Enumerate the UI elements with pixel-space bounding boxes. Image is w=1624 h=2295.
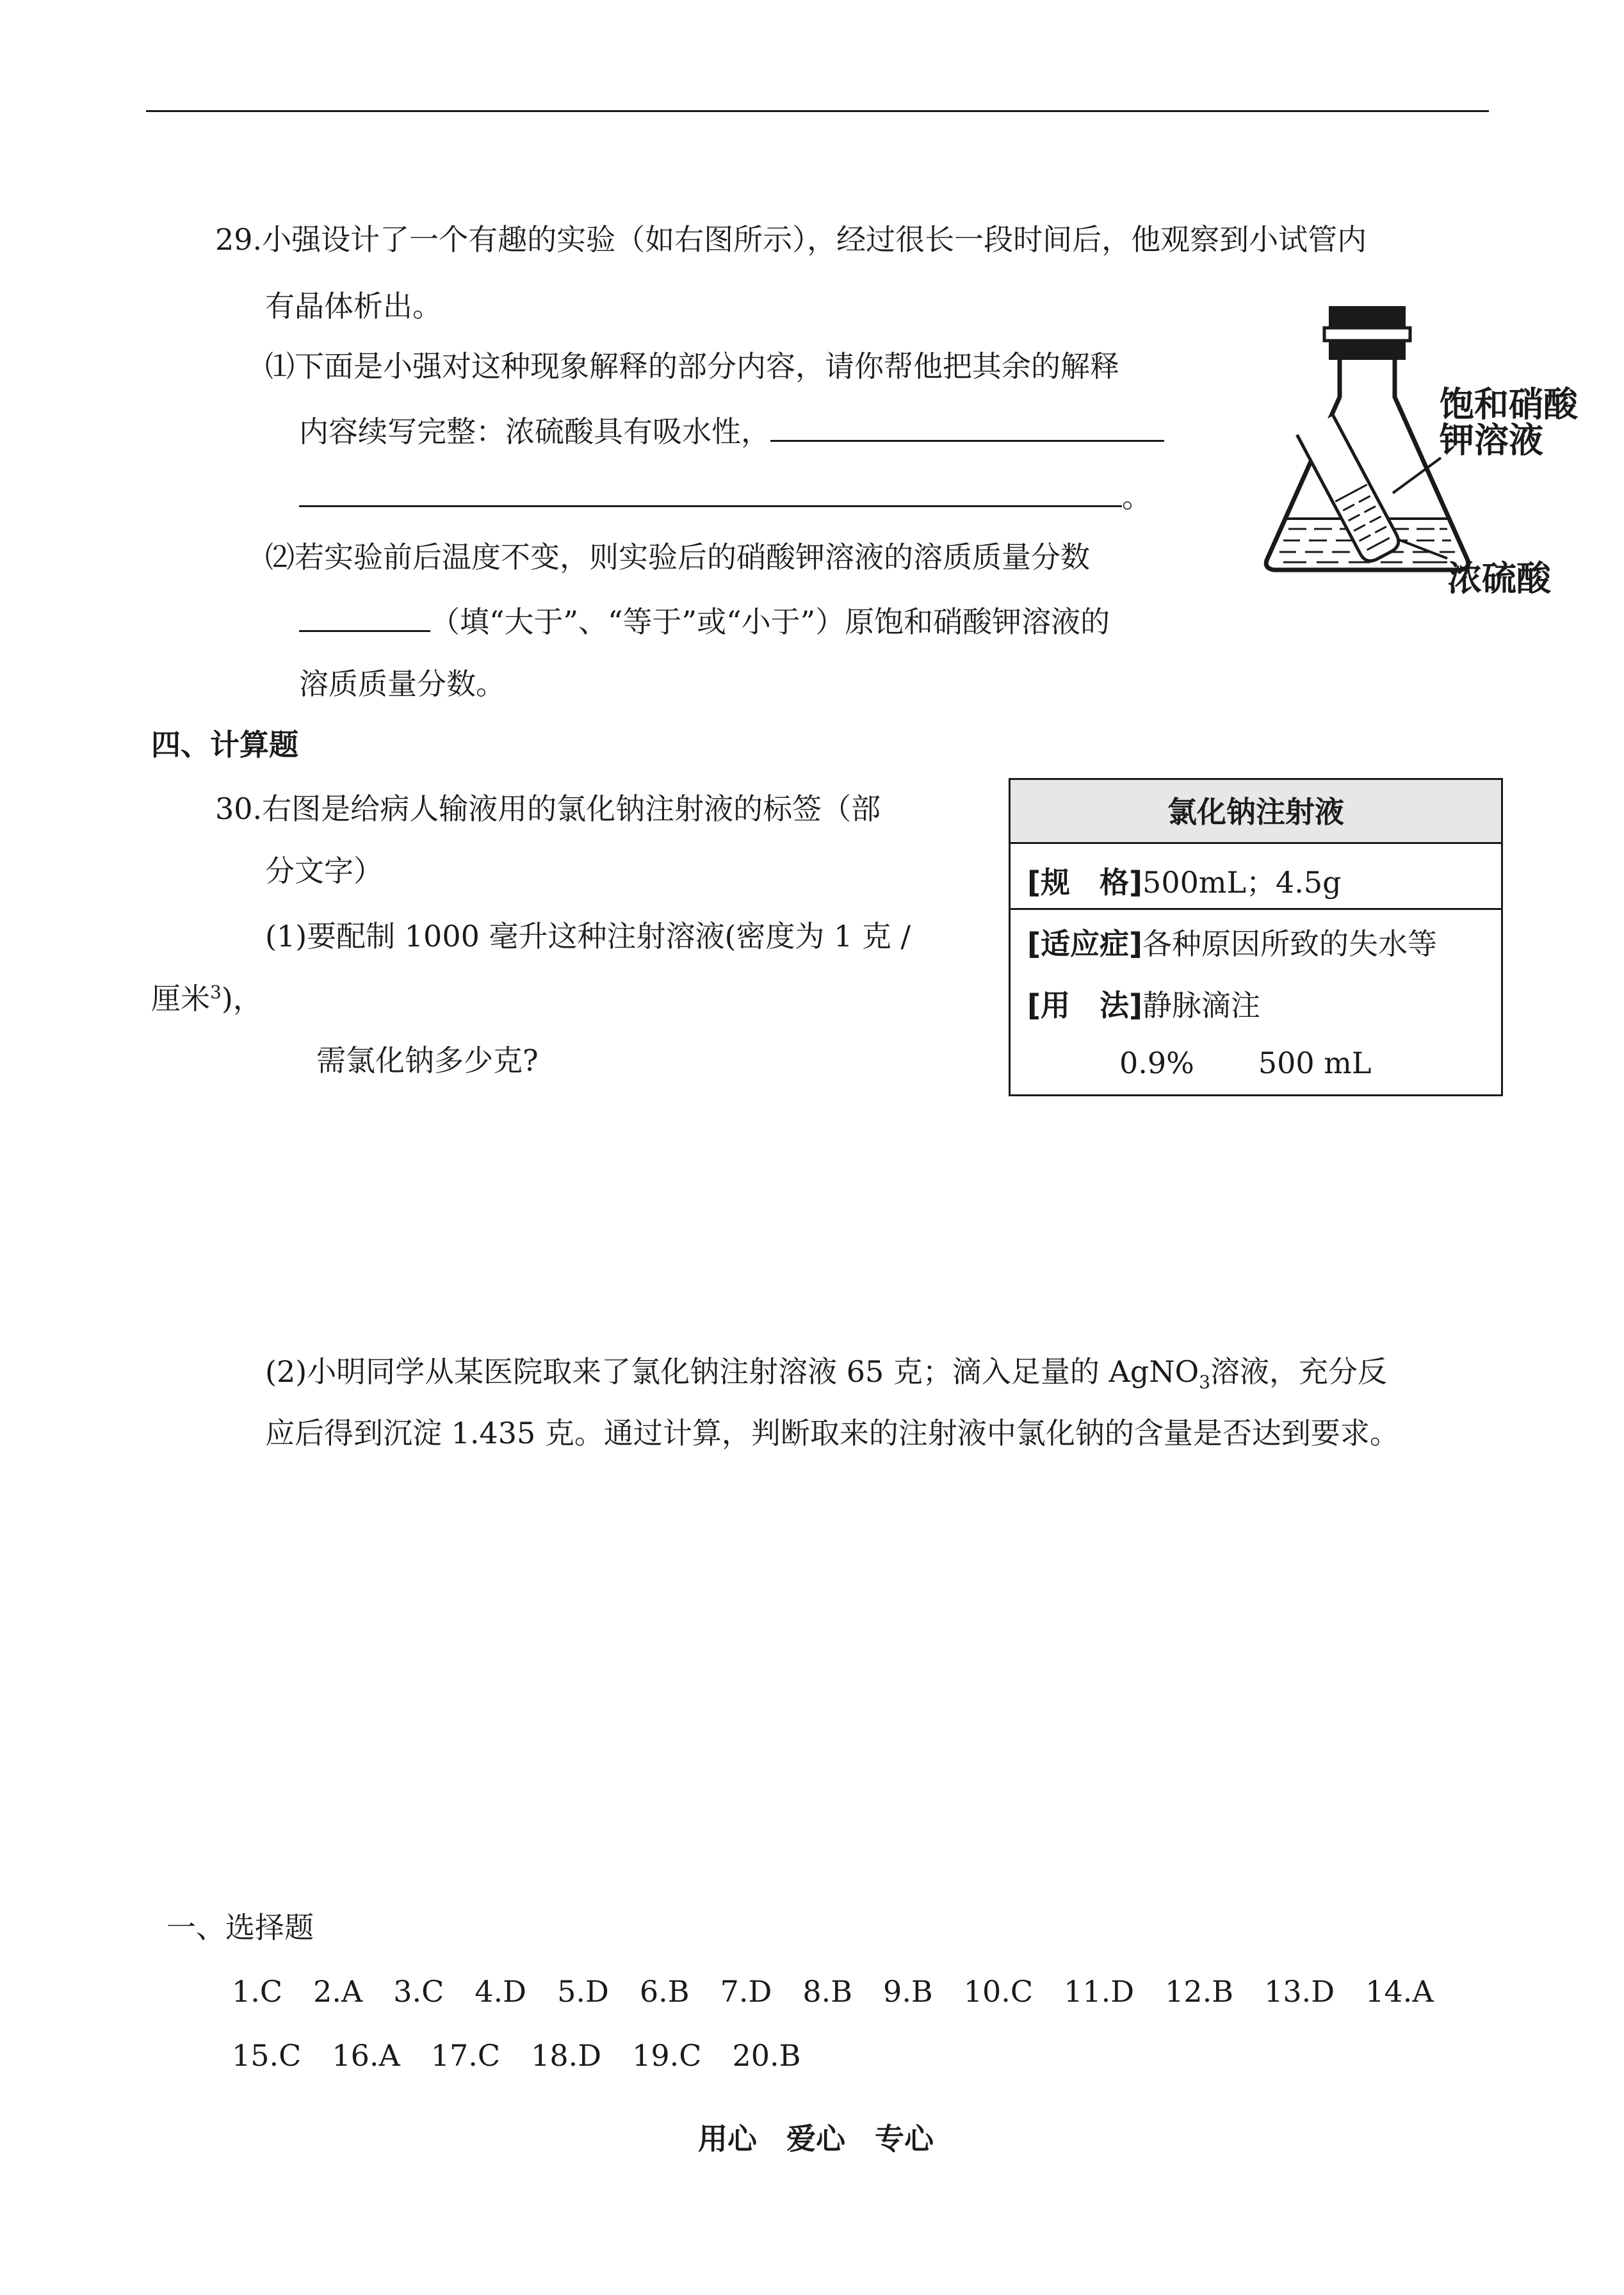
label-usage-row	[1027, 986, 1260, 1025]
label-spec-key: [规 格]	[1027, 865, 1143, 900]
flask-diagram	[1255, 301, 1588, 608]
answer-blank-2[interactable]	[299, 477, 1122, 507]
q29-sub2-line3: 溶质质量分数。	[299, 667, 505, 701]
q30-sub1-sup: 3	[210, 982, 222, 1003]
answer-item: 6.B	[639, 1974, 690, 2009]
q29-line2: 有晶体析出。	[265, 289, 442, 323]
q30-sub1-line1: (1)要配制 1000 毫升这种注射溶液(密度为 1 克 /	[265, 919, 911, 953]
answer-item: 8.B	[802, 1974, 853, 2009]
answer-item: 4.D	[475, 1974, 527, 2009]
answer-item: 1.C	[232, 1974, 283, 2009]
answer-blank-1[interactable]	[770, 412, 1164, 442]
label-title: 氯化钠注射液	[1011, 780, 1501, 844]
label-usage-value: 静脉滴注	[1142, 988, 1261, 1023]
label-spec-row	[1027, 863, 1342, 902]
answer-item: 12.B	[1165, 1974, 1234, 2009]
q29-sub2-line2-text: （填“大于”、“等于”或“小于”）原饱和硝酸钾溶液的	[430, 604, 1110, 639]
section-4-heading: 四、计算题	[151, 727, 298, 762]
answer-item: 17.C	[430, 2038, 501, 2073]
answer-item: 10.C	[963, 1974, 1034, 2009]
answer-item: 13.D	[1264, 1974, 1335, 2009]
q29-line1: 29.小强设计了一个有趣的实验（如右图所示），经过很长一段时间后，他观察到小试管内	[215, 222, 1367, 257]
answer-item: 14.A	[1365, 1974, 1434, 2009]
saline-label	[1009, 778, 1503, 1096]
q30-sub1-unit: 厘米	[151, 981, 210, 1016]
label-saturated-kno3-line2: 钾溶液	[1440, 420, 1543, 460]
answer-item: 7.D	[720, 1974, 772, 2009]
label-usage-key: [用 法]	[1027, 988, 1143, 1023]
q30-sub2-line1	[265, 1352, 1387, 1402]
answer-item: 15.C	[232, 2038, 302, 2073]
answers-heading: 一、选择题	[166, 1910, 314, 1945]
label-indication-key: [适应症]	[1027, 927, 1143, 961]
answer-item: 3.C	[393, 1974, 444, 2009]
q30-line1: 30.右图是给病人输液用的氯化钠注射液的标签（部	[215, 791, 881, 826]
answers-row-2	[232, 2036, 831, 2075]
stopper-body	[1329, 339, 1406, 360]
label-divider	[1011, 908, 1501, 910]
answer-item: 20.B	[732, 2038, 801, 2073]
test-tube	[1297, 416, 1402, 565]
answer-item: 2.A	[313, 1974, 363, 2009]
header-rule	[146, 110, 1489, 112]
label-conc-h2so4: 浓硫酸	[1447, 558, 1551, 599]
q29-sub1-line2-text: 内容续写完整：浓硫酸具有吸水性，	[299, 414, 770, 449]
q29-sub2-line1: ⑵若实验前后温度不变，则实验后的硝酸钾溶液的溶质质量分数	[265, 540, 1090, 574]
q29-sub1-end: 。	[1122, 480, 1151, 514]
label-concentration-row	[1119, 1044, 1371, 1082]
q30-line2: 分文字）	[265, 854, 383, 888]
pointer-bottom	[1397, 539, 1447, 558]
q30-sub2-subscript: 3	[1199, 1372, 1211, 1393]
answers-row-1	[232, 1972, 1465, 2011]
page-footer: 用心 爱心 专心	[698, 2121, 934, 2156]
answer-item: 9.B	[883, 1974, 933, 2009]
q30-sub1-tail: )，	[221, 981, 263, 1016]
label-spec-value: 500mL；4.5g	[1142, 865, 1342, 900]
answer-blank-3[interactable]	[299, 602, 430, 632]
q30-sub2-text-b: 溶液，充分反	[1210, 1354, 1388, 1389]
answer-item: 5.D	[557, 1974, 609, 2009]
label-indication-value: 各种原因所致的失水等	[1142, 927, 1438, 961]
label-volume: 500 mL	[1258, 1046, 1372, 1080]
q29-sub2-line2	[299, 602, 1110, 641]
answer-item: 11.D	[1064, 1974, 1135, 2009]
stopper-rim	[1324, 328, 1410, 341]
q30-sub1-line2	[151, 973, 263, 1018]
q29-sub1-line1: ⑴下面是小强对这种现象解释的部分内容，请你帮他把其余的解释	[265, 349, 1119, 384]
label-saturated-kno3-line1: 饱和硝酸	[1440, 384, 1578, 425]
label-indication-row	[1027, 925, 1437, 963]
answer-item: 18.D	[531, 2038, 602, 2073]
q29-sub1-line3	[299, 477, 1151, 516]
q29-sub1-line2	[299, 412, 1164, 451]
q30-sub2-text-a: (2)小明同学从某医院取来了氯化钠注射溶液 65 克；滴入足量的 AgNO	[265, 1354, 1199, 1389]
q30-sub2-line2: 应后得到沉淀 1.435 克。通过计算，判断取来的注射液中氯化钠的含量是否达到要求。	[265, 1416, 1399, 1450]
label-concentration: 0.9%	[1119, 1046, 1194, 1080]
answer-item: 19.C	[632, 2038, 702, 2073]
answer-item: 16.A	[332, 2038, 400, 2073]
q30-sub1-line3: 需氯化钠多少克?	[316, 1043, 539, 1078]
